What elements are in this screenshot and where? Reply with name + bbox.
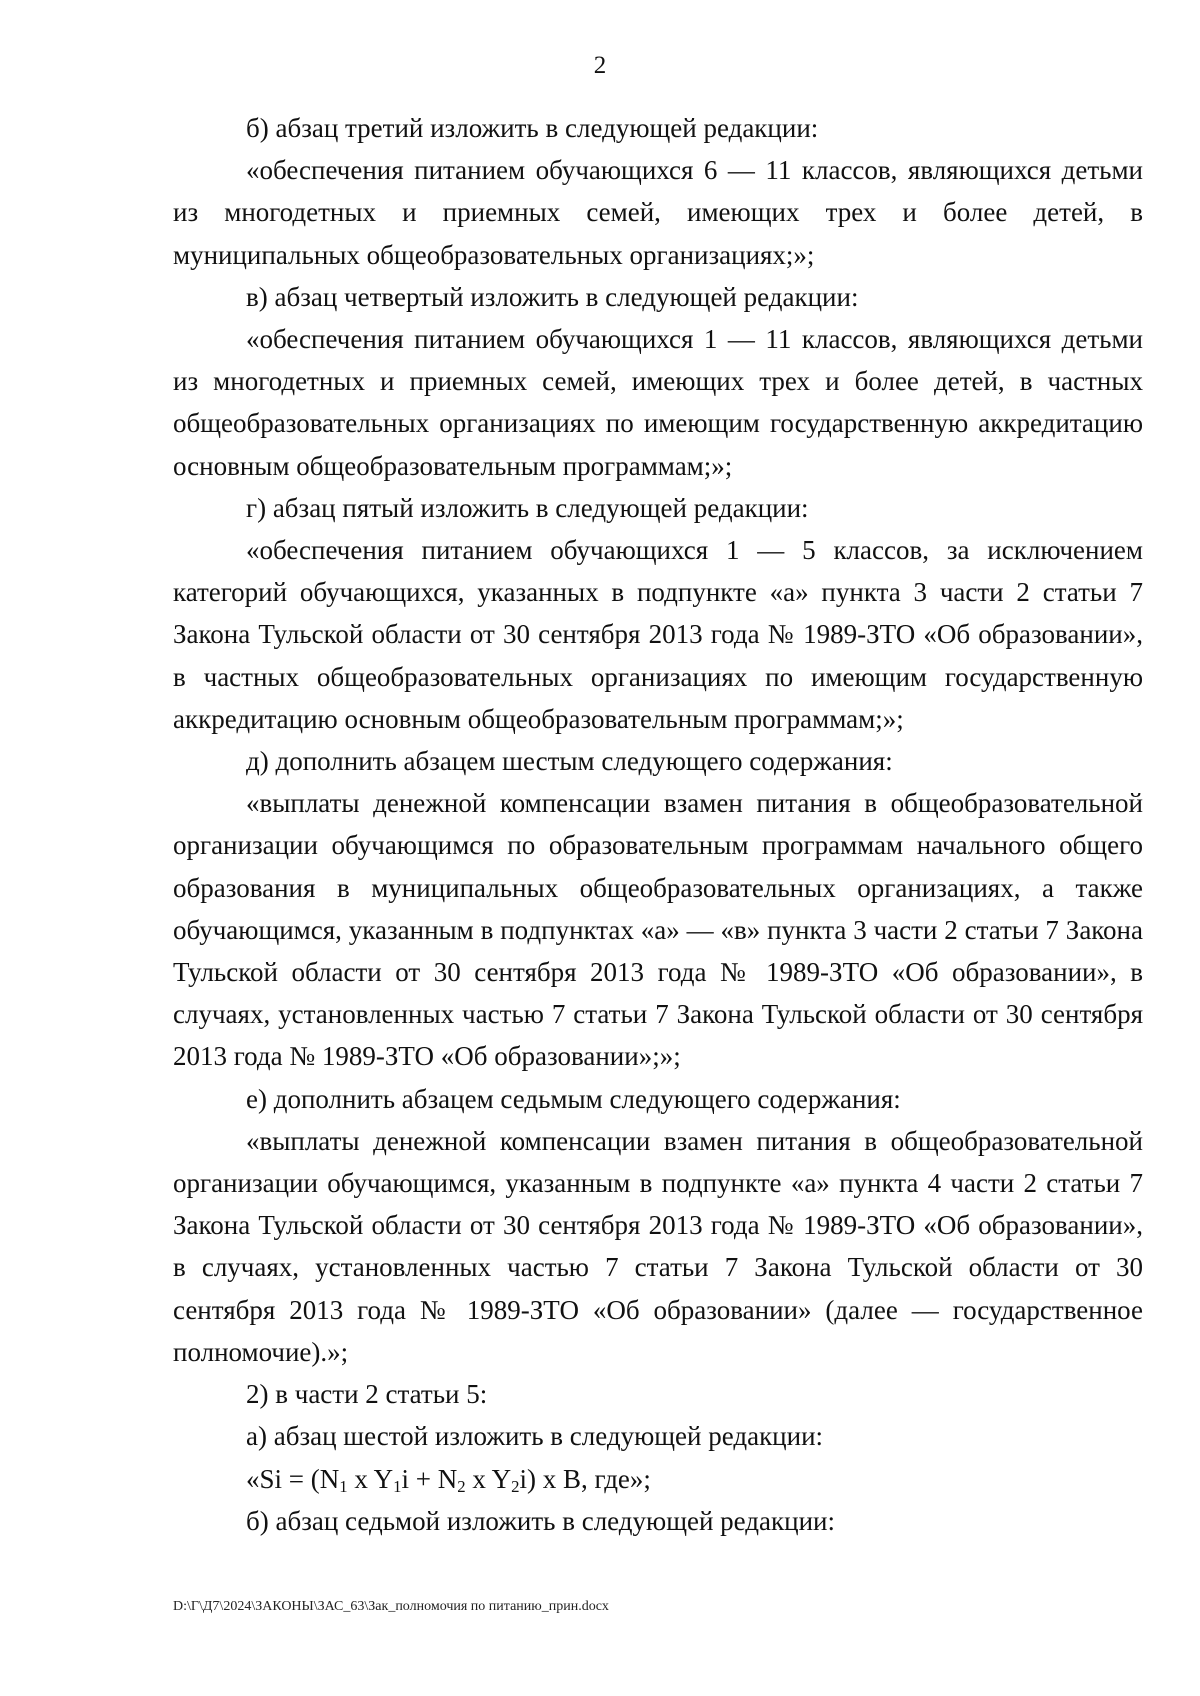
formula-part: x Y — [465, 1463, 512, 1494]
paragraph-amend-e: е) дополнить абзацем седьмым следующего содержания: — [246, 1083, 901, 1114]
formula-part: i) x B, где»; — [519, 1463, 651, 1494]
paragraph-quote-d: «выплаты денежной компенсации взамен питания в общеобразовательной организации обучающимся по образовательным программам начального общего образования в муниципальных общеобразовательных организациях, а также обучающимся, указанным в подпунктах «а» — «в» пункта 3 части 2 статьи 7 Закона Тульской области от 30 сентября 2013 года № 1989-ЗТО «Об образовании», в случаях, установленных частью 7 статьи 7 Закона Тульской области от 30 сентября 2013 года № 1989-ЗТО «Об образовании»;»; — [173, 788, 1143, 1072]
paragraph-quote-b: «обеспечения питанием обучающихся 6 — 11 классов, являющихся детьми из многодетных и приемных семей, имеющих трех и более детей, в муниципальных общеобразовательных организациях;»; — [173, 155, 1143, 270]
formula-subscript: 1 — [393, 1476, 402, 1496]
formula-subscript: 2 — [511, 1476, 520, 1496]
paragraph-quote-e: «выплаты денежной компенсации взамен питания в общеобразовательной организации обучающимся, указанным в подпункте «а» пункта 4 части 2 статьи 7 Закона Тульской области от 30 сентября 2013 года № 1989-ЗТО «Об образовании», в случаях, установленных частью 7 статьи 7 Закона Тульской области от 30 сентября 2013 года № 1989-ЗТО «Об образовании» (далее — государственное полномочие).»; — [173, 1125, 1143, 1367]
document-body — [173, 107, 1143, 1542]
page-number: 2 — [593, 52, 607, 79]
formula-part: «Si = (N — [246, 1463, 340, 1494]
formula-part: x Y — [347, 1463, 394, 1494]
paragraph-amend-d: д) дополнить абзацем шестым следующего содержания: — [246, 746, 893, 777]
paragraph-amend-b-second: б) абзац седьмой изложить в следующей редакции: — [246, 1505, 835, 1536]
paragraph-item-2: 2) в части 2 статьи 5: — [246, 1379, 488, 1410]
footer-file-path: D:\Г\Д7\2024\ЗАКОНЫ\ЗАС_63\Зак_полномочия по питанию_прин.docx — [173, 1599, 609, 1614]
formula-line — [173, 1458, 1143, 1500]
paragraph-amend-g: г) абзац пятый изложить в следующей редакции: — [246, 492, 809, 523]
paragraph-amend-a: а) абзац шестой изложить в следующей редакции: — [246, 1421, 824, 1452]
paragraph-quote-v: «обеспечения питанием обучающихся 1 — 11 классов, являющихся детьми из многодетных и приемных семей, имеющих трех и более детей, в частных общеобразовательных организациях по имеющим государственную аккредитацию основным общеобразовательным программам;»; — [173, 324, 1143, 481]
formula-subscript: 2 — [457, 1476, 466, 1496]
formula-part: i + N — [401, 1463, 458, 1494]
formula-subscript: 1 — [339, 1476, 348, 1496]
paragraph-quote-g: «обеспечения питанием обучающихся 1 — 5 классов, за исключением категорий обучающихся, указанных в подпункте «а» пункта 3 части 2 статьи 7 Закона Тульской области от 30 сентября 2013 года № 1989-ЗТО «Об образовании», в частных общеобразовательных организациях по имеющим государственную аккредитацию основным общеобразовательным программам;»; — [173, 535, 1143, 734]
paragraph-amend-v: в) абзац четвертый изложить в следующей редакции: — [246, 281, 859, 312]
paragraph-amend-b: б) абзац третий изложить в следующей редакции: — [246, 113, 819, 143]
